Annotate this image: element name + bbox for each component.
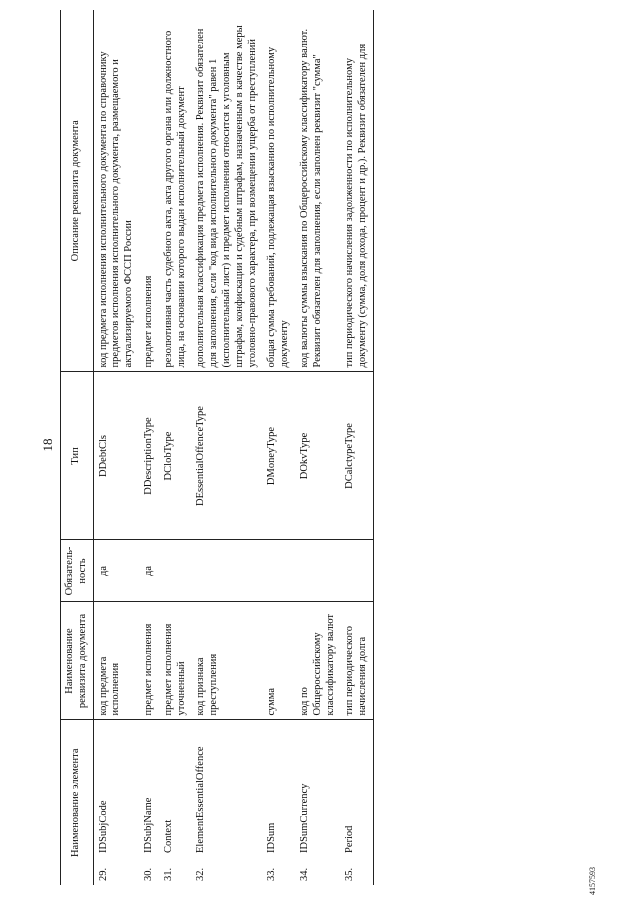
header-element-name: Наименование элемента (61, 720, 94, 885)
document-number: 4157593 (588, 867, 597, 895)
element-cell (295, 720, 340, 885)
header-type: Тип (61, 372, 94, 540)
element-cell (191, 720, 262, 885)
table-row (139, 10, 159, 885)
required-cell: да (139, 540, 159, 602)
header-description: Описание реквизита документа (61, 10, 94, 372)
type-cell: DClobType (159, 372, 192, 540)
header-requisite-name: Наименование реквизита документа (61, 602, 94, 720)
table-header-row (61, 10, 94, 885)
type-cell: DEssentialOffenceType (191, 372, 262, 540)
element-cell (159, 720, 192, 885)
requisite-cell: тип периодического начисления долга (340, 602, 373, 720)
required-cell (340, 540, 373, 602)
type-cell: DDebtCls (93, 372, 139, 540)
element-name: Period (344, 825, 356, 853)
row-number: 33. (266, 867, 278, 881)
element-name: IDSum (266, 822, 278, 853)
requisite-cell: код по Общероссийскому классификатору валют (295, 602, 340, 720)
header-required: Обязатель-ность (61, 540, 94, 602)
type-cell: DOkvType (295, 372, 340, 540)
row-number: 32. (195, 867, 207, 881)
row-number: 34. (298, 867, 310, 881)
required-cell: да (93, 540, 139, 602)
table-row (93, 10, 139, 885)
element-name: IDSubjName (142, 797, 154, 853)
table-row (340, 10, 373, 885)
row-number: 35. (344, 867, 356, 881)
description-cell: тип периодического начисления задолженности по исполнительному документу (сумма, доля дохода, процент и др.). Реквизит обязателен для (340, 10, 373, 372)
description-cell: общая сумма требований, подлежащая взысканию по исполнительному документу (262, 10, 295, 372)
type-cell: DDescriptionType (139, 372, 159, 540)
element-name: IDSubjCode (97, 800, 109, 853)
row-number: 31. (162, 867, 174, 881)
table-row (159, 10, 192, 885)
element-cell (93, 720, 139, 885)
required-cell (159, 540, 192, 602)
requisite-cell: предмет исполнения (139, 602, 159, 720)
row-number: 29. (97, 867, 109, 881)
table-row (262, 10, 295, 885)
element-name: ElementEssentialOffence (195, 746, 207, 853)
requisite-cell: код предмета исполнения (93, 602, 139, 720)
element-name: Context (162, 819, 174, 853)
requisite-cell: сумма (262, 602, 295, 720)
type-cell: DMoneyType (262, 372, 295, 540)
requisites-table (60, 10, 374, 885)
requisite-cell: предмет исполнения уточненный (159, 602, 192, 720)
required-cell (262, 540, 295, 602)
page-number: 18 (40, 438, 55, 452)
element-cell (262, 720, 295, 885)
description-cell: резолютивная часть судебного акта, акта другого органа или должностного лица, на основании которого выдан исполнительный документ (159, 10, 192, 372)
element-cell (340, 720, 373, 885)
description-cell: предмет исполнения (139, 10, 159, 372)
element-cell (139, 720, 159, 885)
description-cell: код предмета исполнения исполнительного документа по справочнику предметов исполнения исполнительного документа, размещаемого и актуализируемого ФССП России (93, 10, 139, 372)
description-cell: код валюты суммы взыскания по Общероссийскому классификатору валют. Реквизит обязателен для заполнения, если заполнен реквизит "сумма" (295, 10, 340, 372)
type-cell: DCalctypeType (340, 372, 373, 540)
requisite-cell: код признака преступления (191, 602, 262, 720)
description-cell: дополнительная классификация предмета исполнения. Реквизит обязателен для заполнения, если "код вида исполнительного документа" равен 1 (исполнительный лист) и предмет исполнения относится к уголовным штрафам, конфискации и судебным штрафам, назначенным в качестве меры уголовно-правового характера, при возмещении ущерба от преступлений (191, 10, 262, 372)
element-name: IDSumCurrency (298, 783, 310, 853)
required-cell (191, 540, 262, 602)
table-row (295, 10, 340, 885)
row-number: 30. (142, 867, 154, 881)
required-cell (295, 540, 340, 602)
table-row (191, 10, 262, 885)
